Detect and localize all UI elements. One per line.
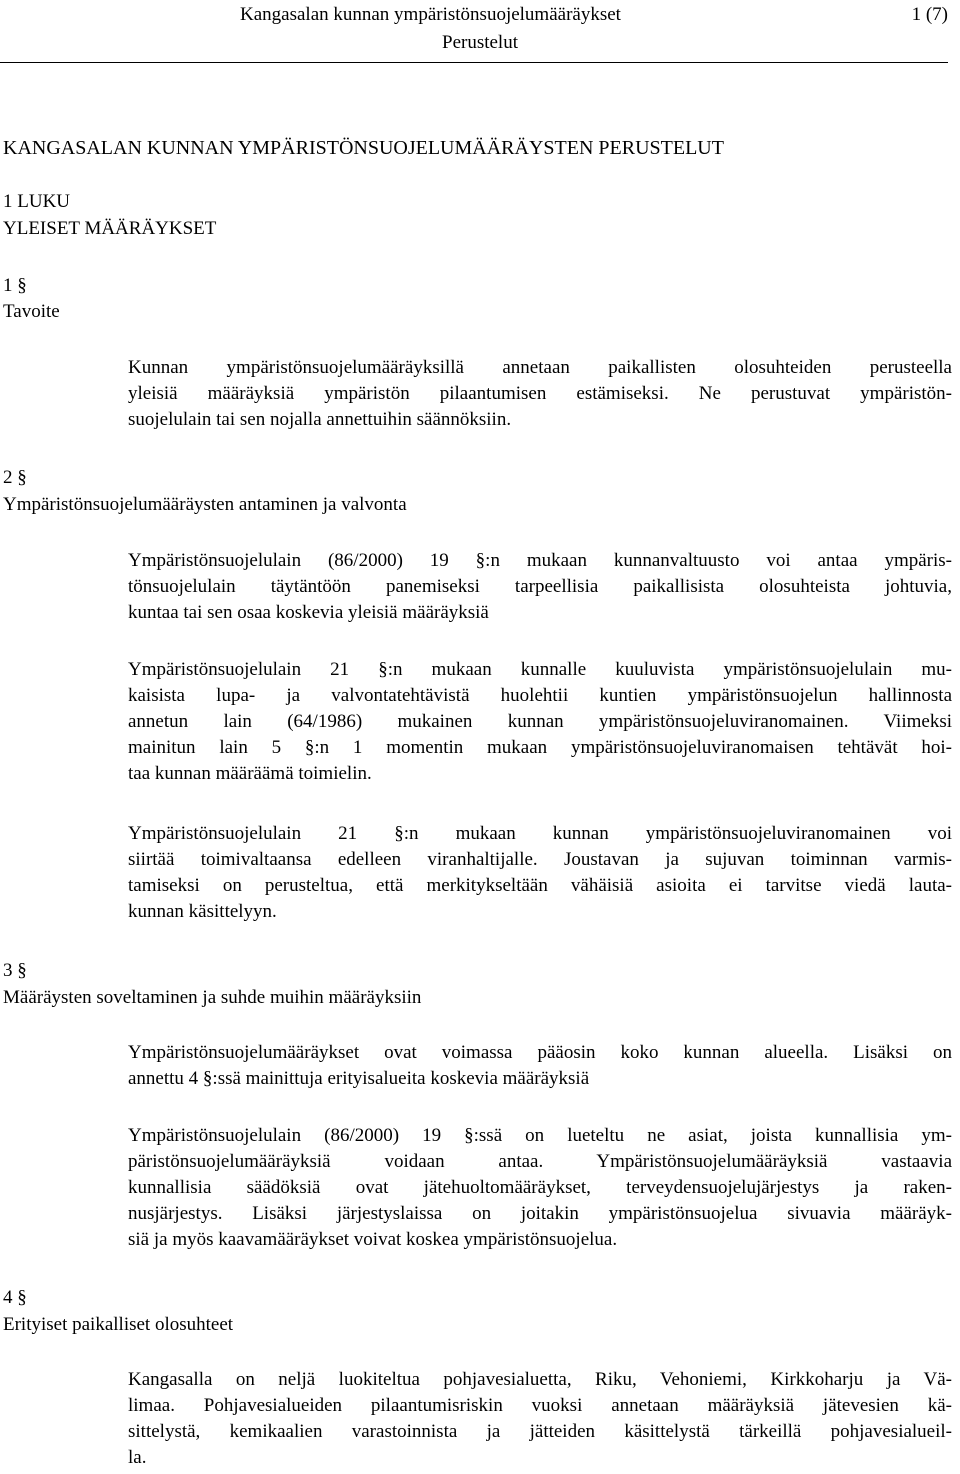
paragraph <box>128 821 952 925</box>
text-line: yleisiä määräyksiä ympäristön pilaantumisen estämiseksi. Ne perustuvat ympäristön- <box>128 383 952 404</box>
section-number: 3 § <box>3 960 27 981</box>
text-line: kunnan käsittelyyn. <box>128 901 277 922</box>
text-line: sittelystä, kemikaalien varastoinnista ja jätteiden käsittelystä tärkeillä pohjavesialueil- <box>128 1421 952 1442</box>
text-line: Ympäristönsuojelumääräykset ovat voimassa pääosin koko kunnan alueella. Lisäksi on <box>128 1042 952 1063</box>
text-line: mainitun lain 5 §:n 1 momentin mukaan ympäristönsuojeluviranomaisen tehtävät hoi- <box>128 737 952 758</box>
page-number: 1 (7) <box>911 4 948 25</box>
text-line: Kunnan ympäristönsuojelumääräyksillä annetaan paikallisten olosuhteiden perusteella <box>128 357 952 378</box>
paragraph <box>128 1367 952 1471</box>
text-line: siirtää toimivaltaansa edelleen viranhaltijalle. Joustavan ja sujuvan toiminnan varmis- <box>128 849 952 870</box>
text-line: kuntaa tai sen osaa koskevia yleisiä määräyksiä <box>128 602 489 623</box>
paragraph <box>128 355 952 433</box>
text-line: nusjärjestys. Lisäksi järjestyslaissa on joitakin ympäristönsuojelua sivuavia määräyk- <box>128 1203 952 1224</box>
text-line: tamiseksi on perusteltua, että merkitykseltään vähäisiä asioita ei tarvitse viedä lauta- <box>128 875 952 896</box>
paragraph <box>128 657 952 787</box>
text-line: taa kunnan määräämä toimielin. <box>128 763 372 784</box>
text-line: suojelulain tai sen nojalla annettuihin säännöksiin. <box>128 409 512 430</box>
section-title: Ympäristönsuojelumääräysten antaminen ja valvonta <box>3 494 407 515</box>
text-line: Ympäristönsuojelulain 21 §:n mukaan kunnalle kuuluvista ympäristönsuojelulain mu- <box>128 659 952 680</box>
section-title: Erityiset paikalliset olosuhteet <box>3 1314 234 1335</box>
text-line: kunnallisia säädöksiä ovat jätehuoltomääräykset, terveydensuojelujärjestys ja raken- <box>128 1177 952 1198</box>
text-line: Ympäristönsuojelulain (86/2000) 19 §:n mukaan kunnanvaltuusto voi antaa ympäris- <box>128 550 952 571</box>
text-line: päristönsuojelumääräyksiä voidaan antaa. Ympäristönsuojelumääräyksiä vastaavia <box>128 1151 952 1172</box>
header-title: Kangasalan kunnan ympäristönsuojelumääräykset <box>240 4 621 25</box>
document-title: KANGASALAN KUNNAN YMPÄRISTÖNSUOJELUMÄÄRÄYSTEN PERUSTELUT <box>3 137 724 159</box>
section-number: 1 § <box>3 275 27 296</box>
section-title: Tavoite <box>3 301 60 322</box>
chapter-name: YLEISET MÄÄRÄYKSET <box>3 218 217 239</box>
text-line: kaisista lupa- ja valvontatehtävistä huolehtii kuntien ympäristönsuojelun hallinnosta <box>128 685 952 706</box>
text-line: Ympäristönsuojelulain 21 §:n mukaan kunnan ympäristönsuojeluviranomainen voi <box>128 823 952 844</box>
text-line: siä ja myös kaavamääräykset voivat koskea ympäristönsuojelua. <box>128 1229 618 1250</box>
text-line: annettu 4 §:ssä mainittuja erityisalueita koskevia määräyksiä <box>128 1068 590 1089</box>
header-subtitle: Perustelut <box>442 32 518 53</box>
section-title: Määräysten soveltaminen ja suhde muihin määräyksiin <box>3 987 422 1008</box>
section-number: 4 § <box>3 1287 27 1308</box>
paragraph <box>128 1123 952 1253</box>
text-line: Ympäristönsuojelulain (86/2000) 19 §:ssä on lueteltu ne asiat, joista kunnallisia ym- <box>128 1125 952 1146</box>
text-line: annetun lain (64/1986) mukainen kunnan ympäristönsuojeluviranomainen. Viimeksi <box>128 711 952 732</box>
chapter-number: 1 LUKU <box>3 191 71 212</box>
text-line: Kangasalla on neljä luokiteltua pohjavesialuetta, Riku, Vehoniemi, Kirkkoharju ja Vä- <box>128 1369 952 1390</box>
paragraph <box>128 548 952 626</box>
section-number: 2 § <box>3 467 27 488</box>
paragraph <box>128 1040 952 1092</box>
page-header <box>0 0 948 63</box>
text-line: la. <box>128 1447 147 1468</box>
text-line: limaa. Pohjavesialueiden pilaantumisriskin vuoksi annetaan määräyksiä jätevesien kä- <box>128 1395 952 1416</box>
text-line: tönsuojelulain täytäntöön panemiseksi tarpeellisia paikallisista olosuhteista johtuvia, <box>128 576 952 597</box>
